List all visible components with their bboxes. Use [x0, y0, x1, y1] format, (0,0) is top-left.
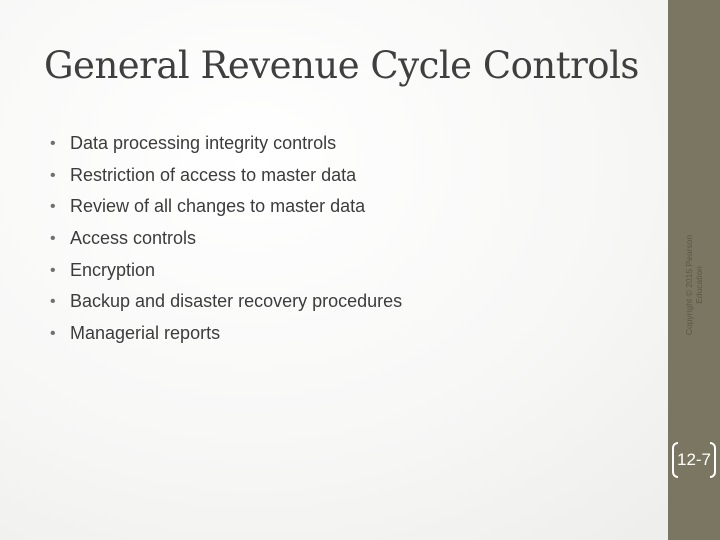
slide-title: General Revenue Cycle Controls: [44, 44, 639, 87]
slide-number: [668, 440, 720, 480]
copyright-line: Education: [694, 266, 704, 304]
bullet-item: • Access controls: [50, 223, 402, 255]
bullet-item: • Restriction of access to master data: [50, 160, 402, 192]
bullet-item: • Review of all changes to master data: [50, 191, 402, 223]
bullet-item: • Encryption: [50, 255, 402, 287]
bracket-right-icon: [710, 442, 716, 478]
copyright-notice: [684, 185, 704, 385]
copyright-line: Copyright © 2015 Pearson: [684, 234, 694, 336]
bullet-item: • Managerial reports: [50, 318, 402, 350]
bullet-list: [50, 128, 402, 350]
slide-number-label: 12-7: [676, 450, 712, 469]
bullet-item: • Backup and disaster recovery procedures: [50, 286, 402, 318]
bullet-item: • Data processing integrity controls: [50, 128, 402, 160]
